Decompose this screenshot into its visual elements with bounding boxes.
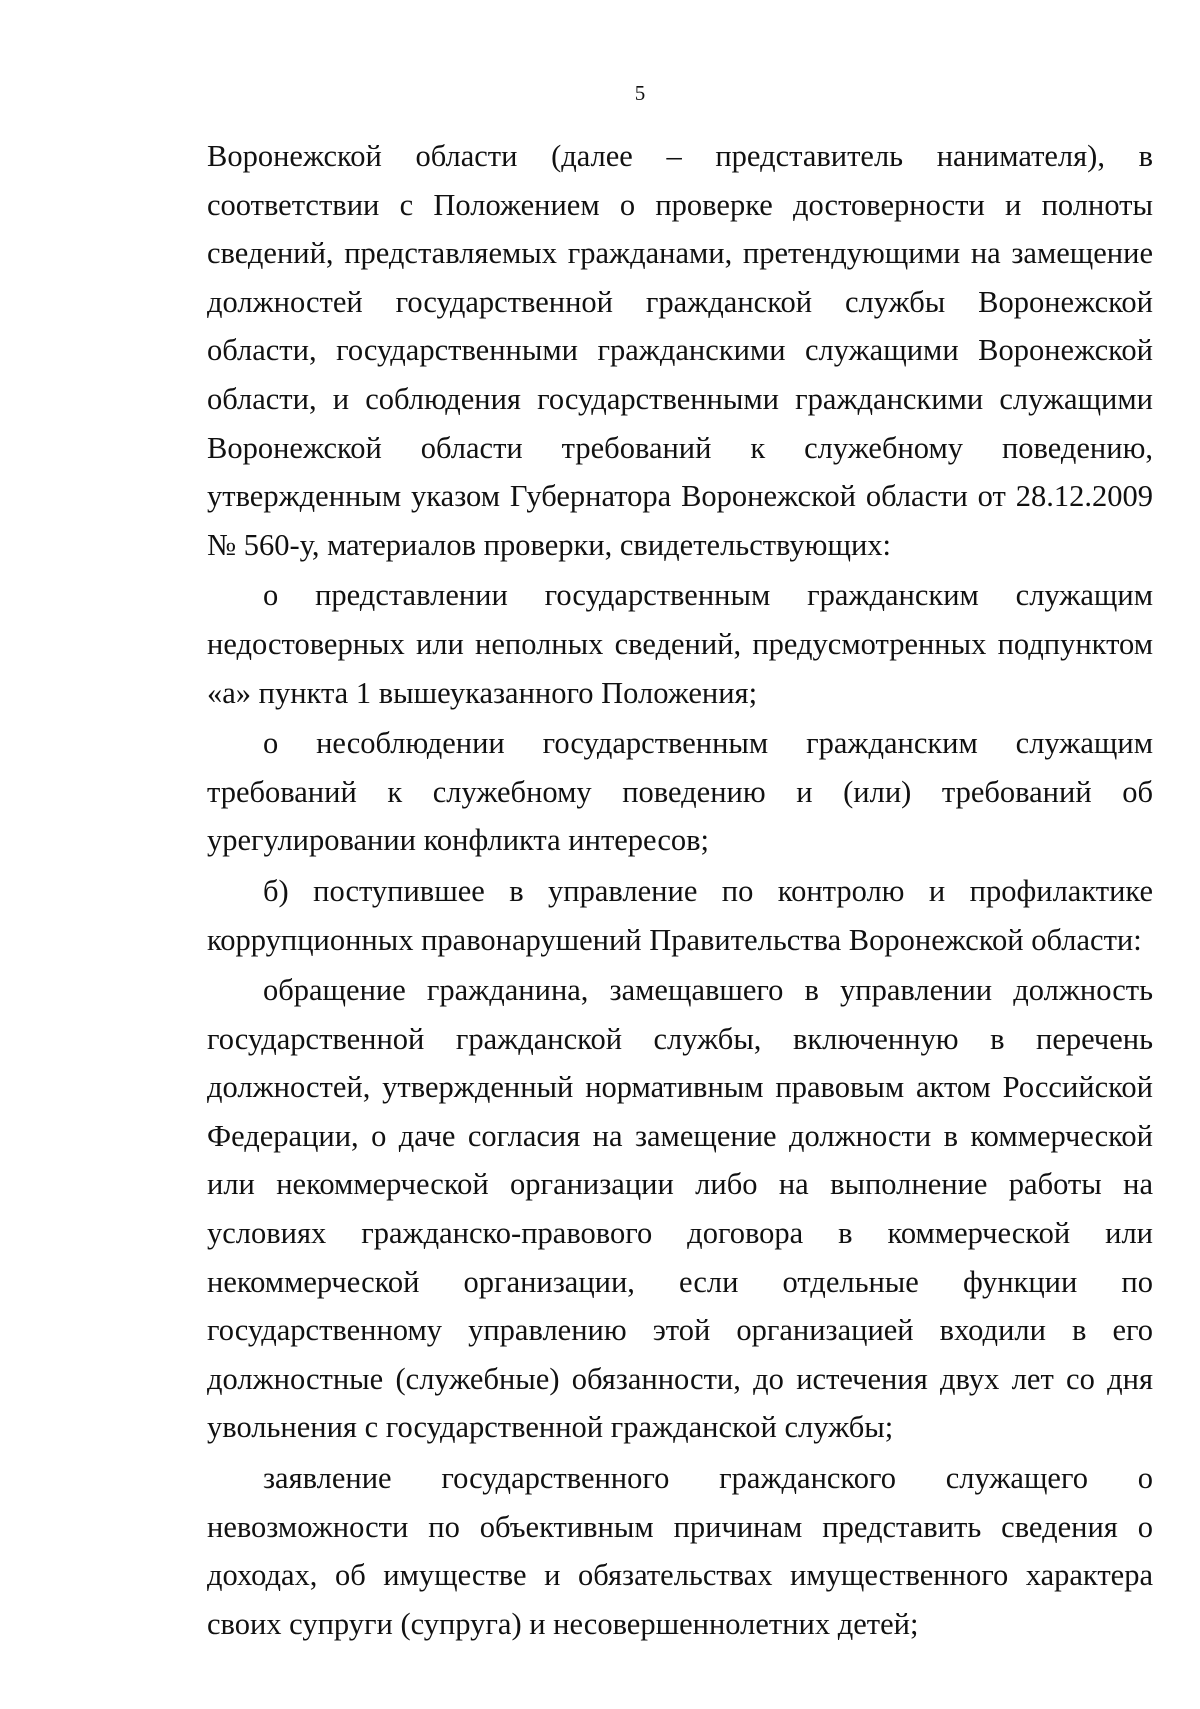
paragraph-item: обращение гражданина, замещавшего в управлении должность государственной гражданской службы, включенную в перечень должностей, утвержденный нормативным правовым актом Российской Федерации, о даче согласия на замещение должности в коммерческой или некоммерческой организации либо на выполнение работы на условиях гражданско-правового договора в коммерческой или некоммерческой организации, если отдельные функции по государственному управлению этой организацией входили в его должностные (служебные) обязанности, до истечения двух лет со дня увольнения с государственной гражданской службы;: [207, 973, 1153, 1445]
paragraph-subclause-b: б) поступившее в управление по контролю и профилактике коррупционных правонарушений Правительства Воронежской области:: [207, 873, 1153, 957]
document-body: [207, 132, 1153, 1648]
paragraph-continuation: Воронежской области (далее – представитель нанимателя), в соответствии с Положением о проверке достоверности и полноты сведений, представляемых гражданами, претендующими на замещение должностей государственной гражданской службы Воронежской области, государственными гражданскими служащими Воронежской области, и соблюдения государственными гражданскими служащими Воронежской области требований к служебному поведению, утвержденным указом Губернатора Воронежской области от 28.12.2009 № 560-у, материалов проверки, свидетельствующих:: [207, 139, 1153, 562]
paragraph-item: о представлении государственным гражданским служащим недостоверных или неполных сведений, предусмотренных подпунктом «а» пункта 1 вышеуказанного Положения;: [207, 578, 1153, 710]
paragraph-item: заявление государственного гражданского служащего о невозможности по объективным причинам представить сведения о доходах, об имуществе и обязательствах имущественного характера своих супруги (супруга) и несовершеннолетних детей;: [207, 1461, 1153, 1641]
page-number: 5: [634, 81, 646, 105]
paragraph-item: о несоблюдении государственным гражданским служащим требований к служебному поведению и (или) требований об урегулировании конфликта интересов;: [207, 726, 1153, 858]
